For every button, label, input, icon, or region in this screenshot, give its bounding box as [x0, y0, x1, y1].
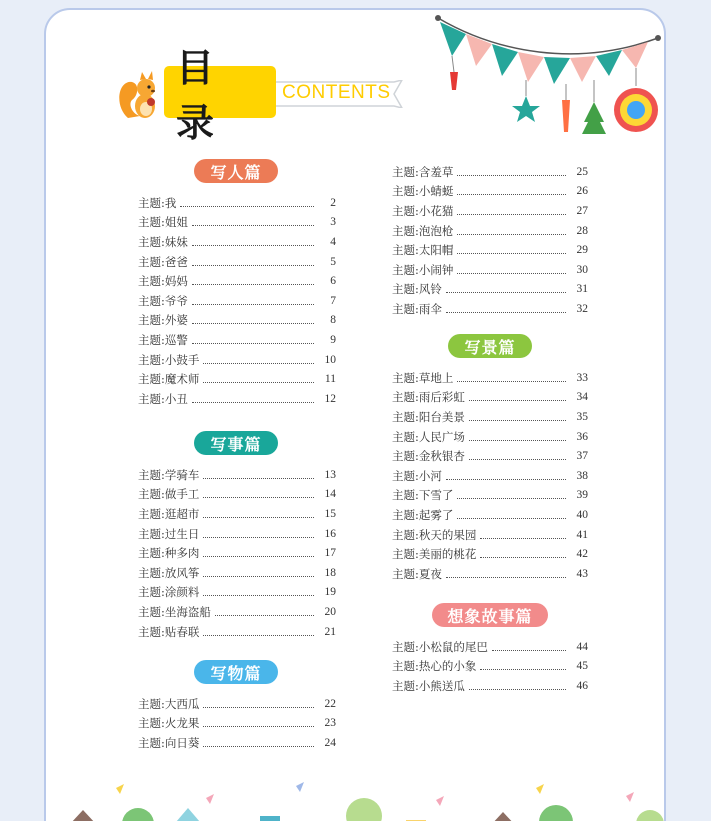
- toc-entry-page: 31: [576, 283, 588, 296]
- event-list: [138, 465, 336, 641]
- toc-entry-label: 主题:爷爷: [138, 293, 188, 308]
- toc-entry: [138, 369, 336, 389]
- toc-entry: [392, 407, 588, 427]
- toc-leader-dots: [203, 700, 314, 708]
- toc-entry: [392, 525, 588, 545]
- scene-list: [392, 368, 588, 584]
- toc-entry-label: 主题:人民广场: [392, 429, 465, 444]
- toc-entry: [138, 232, 336, 252]
- toc-entry: [138, 733, 336, 753]
- toc-entry: [138, 213, 336, 233]
- toc-entry-label: 主题:小花猫: [392, 203, 454, 218]
- section-title-imagine: 想象故事篇: [432, 603, 548, 627]
- toc-entry-label: 主题:草地上: [392, 370, 454, 385]
- toc-entry-label: 主题:种多肉: [138, 546, 200, 561]
- squirrel-icon: [118, 66, 160, 122]
- toc-entry: [392, 544, 588, 564]
- toc-entry-label: 主题:姐姐: [138, 215, 188, 230]
- toc-entry: [392, 427, 588, 447]
- toc-entry: [392, 446, 588, 466]
- toc-entry: [392, 676, 588, 696]
- toc-entry-page: 17: [324, 547, 336, 560]
- toc-leader-dots: [215, 608, 314, 616]
- toc-leader-dots: [469, 682, 566, 690]
- toc-entry-page: 40: [576, 508, 588, 521]
- toc-entry-page: 45: [576, 660, 588, 673]
- toc-leader-dots: [446, 472, 566, 480]
- toc-entry-label: 主题:小丑: [138, 391, 188, 406]
- toc-leader-dots: [457, 511, 566, 519]
- toc-leader-dots: [457, 374, 566, 382]
- toc-leader-dots: [457, 168, 566, 176]
- toc-leader-dots: [446, 285, 566, 293]
- toc-entry-page: 34: [576, 391, 588, 404]
- toc-entry: [392, 299, 588, 319]
- toc-entry-label: 主题:秋天的果园: [392, 527, 477, 542]
- toc-entry-label: 主题:泡泡枪: [392, 223, 454, 238]
- toc-leader-dots: [203, 490, 314, 498]
- toc-entry: [392, 505, 588, 525]
- object-list: [138, 694, 336, 753]
- toc-entry-page: 30: [576, 263, 588, 276]
- toc-entry-page: 21: [324, 625, 336, 638]
- toc-entry-label: 主题:起雾了: [392, 507, 454, 522]
- toc-leader-dots: [203, 530, 314, 538]
- toc-entry-page: 22: [324, 697, 336, 710]
- toc-entry-label: 主题:爸爸: [138, 254, 188, 269]
- page-title: 目 录: [164, 66, 276, 118]
- toc-leader-dots: [192, 297, 314, 305]
- toc-entry-label: 主题:小蜻蜓: [392, 184, 454, 199]
- toc-entry: [392, 162, 588, 182]
- village-footer-decoration-icon: [46, 776, 666, 821]
- toc-entry: [392, 486, 588, 506]
- toc-entry-label: 主题:过生日: [138, 526, 200, 541]
- toc-entry: [392, 657, 588, 677]
- toc-entry: [392, 201, 588, 221]
- toc-leader-dots: [203, 569, 314, 577]
- toc-leader-dots: [203, 739, 314, 747]
- toc-entry-label: 主题:坐海盗船: [138, 604, 211, 619]
- toc-leader-dots: [192, 277, 314, 285]
- toc-entry-label: 主题:巡警: [138, 332, 188, 347]
- toc-entry: [138, 271, 336, 291]
- toc-entry-label: 主题:做手工: [138, 487, 200, 502]
- toc-entry-page: 15: [324, 507, 336, 520]
- toc-entry-page: 5: [330, 255, 336, 268]
- toc-entry: [392, 240, 588, 260]
- toc-entry-label: 主题:涂颜料: [138, 585, 200, 600]
- toc-entry-page: 42: [576, 548, 588, 561]
- toc-entry: [138, 389, 336, 409]
- toc-leader-dots: [203, 719, 314, 727]
- toc-entry: [138, 563, 336, 583]
- toc-entry-page: 16: [324, 527, 336, 540]
- toc-entry-page: 11: [324, 373, 336, 386]
- toc-entry-page: 24: [324, 736, 336, 749]
- toc-entry-label: 主题:热心的小象: [392, 659, 477, 674]
- toc-entry-page: 23: [324, 717, 336, 730]
- toc-entry-page: 20: [324, 605, 336, 618]
- toc-entry-label: 主题:小熊送瓜: [392, 678, 465, 693]
- toc-entry: [138, 330, 336, 350]
- toc-leader-dots: [203, 471, 314, 479]
- toc-leader-dots: [203, 549, 314, 557]
- toc-entry: [138, 714, 336, 734]
- toc-leader-dots: [457, 207, 566, 215]
- toc-leader-dots: [469, 452, 566, 460]
- toc-entry-page: 6: [330, 275, 336, 288]
- toc-entry-label: 主题:逛超市: [138, 506, 200, 521]
- toc-leader-dots: [480, 550, 566, 558]
- toc-entry: [392, 221, 588, 241]
- toc-leader-dots: [446, 305, 566, 313]
- toc-entry-page: 4: [330, 235, 336, 248]
- toc-leader-dots: [492, 643, 566, 651]
- section-title-object: 写物篇: [194, 660, 278, 684]
- section-title-scene: 写景篇: [448, 334, 532, 358]
- toc-entry: [138, 291, 336, 311]
- section-title-event: 写事篇: [194, 431, 278, 455]
- toc-entry-label: 主题:阳台美景: [392, 409, 465, 424]
- toc-entry-label: 主题:大西瓜: [138, 696, 200, 711]
- toc-entry: [138, 622, 336, 642]
- toc-entry-label: 主题:小闹钟: [392, 262, 454, 277]
- toc-leader-dots: [457, 187, 566, 195]
- toc-leader-dots: [457, 491, 566, 499]
- toc-leader-dots: [192, 336, 314, 344]
- toc-entry-label: 主题:放风筝: [138, 565, 200, 580]
- toc-entry-page: 25: [576, 165, 588, 178]
- toc-entry-page: 43: [576, 567, 588, 580]
- toc-entry: [138, 311, 336, 331]
- toc-entry-label: 主题:向日葵: [138, 735, 200, 750]
- toc-leader-dots: [192, 238, 314, 246]
- toc-entry: [392, 368, 588, 388]
- toc-entry: [138, 602, 336, 622]
- toc-entry-label: 主题:雨伞: [392, 301, 442, 316]
- imagine-list: [392, 637, 588, 696]
- toc-entry: [138, 252, 336, 272]
- toc-leader-dots: [203, 588, 314, 596]
- toc-entry: [138, 193, 336, 213]
- toc-entry-label: 主题:太阳帽: [392, 243, 454, 258]
- toc-entry-page: 18: [324, 566, 336, 579]
- toc-entry-label: 主题:学骑车: [138, 467, 200, 482]
- toc-entry-page: 10: [324, 353, 336, 366]
- toc-entry-label: 主题:我: [138, 195, 177, 210]
- toc-leader-dots: [469, 433, 566, 441]
- toc-entry-label: 主题:风铃: [392, 282, 442, 297]
- toc-leader-dots: [192, 316, 314, 324]
- page-subtitle: CONTENTS: [282, 82, 391, 103]
- bunting-decoration-icon: [426, 10, 666, 145]
- toc-entry-page: 19: [324, 586, 336, 599]
- toc-entry-page: 2: [330, 196, 336, 209]
- toc-entry: [138, 350, 336, 370]
- toc-leader-dots: [480, 662, 566, 670]
- toc-entry: [138, 485, 336, 505]
- toc-leader-dots: [192, 395, 314, 403]
- toc-entry-label: 主题:魔术师: [138, 372, 200, 387]
- toc-entry-label: 主题:妈妈: [138, 274, 188, 289]
- toc-leader-dots: [457, 227, 566, 235]
- toc-entry: [138, 694, 336, 714]
- toc-entry-page: 9: [330, 333, 336, 346]
- toc-entry-label: 主题:外婆: [138, 313, 188, 328]
- toc-leader-dots: [203, 510, 314, 518]
- toc-entry-label: 主题:妹妹: [138, 234, 188, 249]
- toc-entry-page: 12: [324, 392, 336, 405]
- toc-entry-page: 36: [576, 430, 588, 443]
- toc-leader-dots: [457, 246, 566, 254]
- toc-entry: [392, 564, 588, 584]
- toc-entry-page: 8: [330, 314, 336, 327]
- toc-entry: [392, 280, 588, 300]
- toc-entry-label: 主题:下雪了: [392, 488, 454, 503]
- toc-entry-label: 主题:小河: [392, 468, 442, 483]
- toc-leader-dots: [203, 375, 314, 383]
- toc-entry: [392, 637, 588, 657]
- person-list: [138, 193, 336, 409]
- toc-entry-label: 主题:含羞草: [392, 164, 454, 179]
- toc-entry: [392, 388, 588, 408]
- toc-entry-label: 主题:美丽的桃花: [392, 547, 477, 562]
- toc-entry: [392, 182, 588, 202]
- toc-entry: [138, 524, 336, 544]
- toc-entry: [392, 466, 588, 486]
- toc-entry: [138, 504, 336, 524]
- toc-entry-page: 41: [576, 528, 588, 541]
- toc-leader-dots: [203, 628, 314, 636]
- toc-entry: [138, 583, 336, 603]
- section-title-person: 写人篇: [194, 159, 278, 183]
- toc-entry-label: 主题:金秋银杏: [392, 449, 465, 464]
- toc-entry-label: 主题:小鼓手: [138, 352, 200, 367]
- toc-leader-dots: [469, 393, 566, 401]
- toc-leader-dots: [469, 413, 566, 421]
- toc-entry-page: 3: [330, 216, 336, 229]
- toc-entry: [138, 543, 336, 563]
- toc-entry-page: 28: [576, 224, 588, 237]
- toc-entry-label: 主题:贴春联: [138, 624, 200, 639]
- toc-entry-page: 13: [324, 468, 336, 481]
- toc-entry-page: 14: [324, 488, 336, 501]
- toc-leader-dots: [192, 258, 314, 266]
- toc-leader-dots: [203, 356, 314, 364]
- toc-entry-label: 主题:火龙果: [138, 716, 200, 731]
- toc-leader-dots: [180, 199, 314, 207]
- toc-leader-dots: [192, 218, 314, 226]
- toc-leader-dots: [446, 570, 566, 578]
- toc-entry-page: 29: [576, 244, 588, 257]
- toc-entry: [138, 465, 336, 485]
- toc-entry-page: 7: [330, 294, 336, 307]
- toc-entry-page: 37: [576, 450, 588, 463]
- toc-leader-dots: [457, 266, 566, 274]
- toc-entry: [392, 260, 588, 280]
- toc-entry-page: 32: [576, 302, 588, 315]
- toc-entry-page: 46: [576, 679, 588, 692]
- toc-entry-page: 35: [576, 410, 588, 423]
- toc-entry-page: 44: [576, 640, 588, 653]
- toc-entry-page: 27: [576, 204, 588, 217]
- contents-page: [44, 8, 666, 821]
- toc-leader-dots: [480, 531, 566, 539]
- toc-entry-label: 主题:小松鼠的尾巴: [392, 639, 488, 654]
- toc-entry-page: 38: [576, 469, 588, 482]
- toc-entry-page: 26: [576, 185, 588, 198]
- object-list-continued: [392, 162, 588, 319]
- toc-entry-label: 主题:夏夜: [392, 566, 442, 581]
- toc-entry-page: 33: [576, 371, 588, 384]
- toc-entry-page: 39: [576, 489, 588, 502]
- toc-entry-label: 主题:雨后彩虹: [392, 390, 465, 405]
